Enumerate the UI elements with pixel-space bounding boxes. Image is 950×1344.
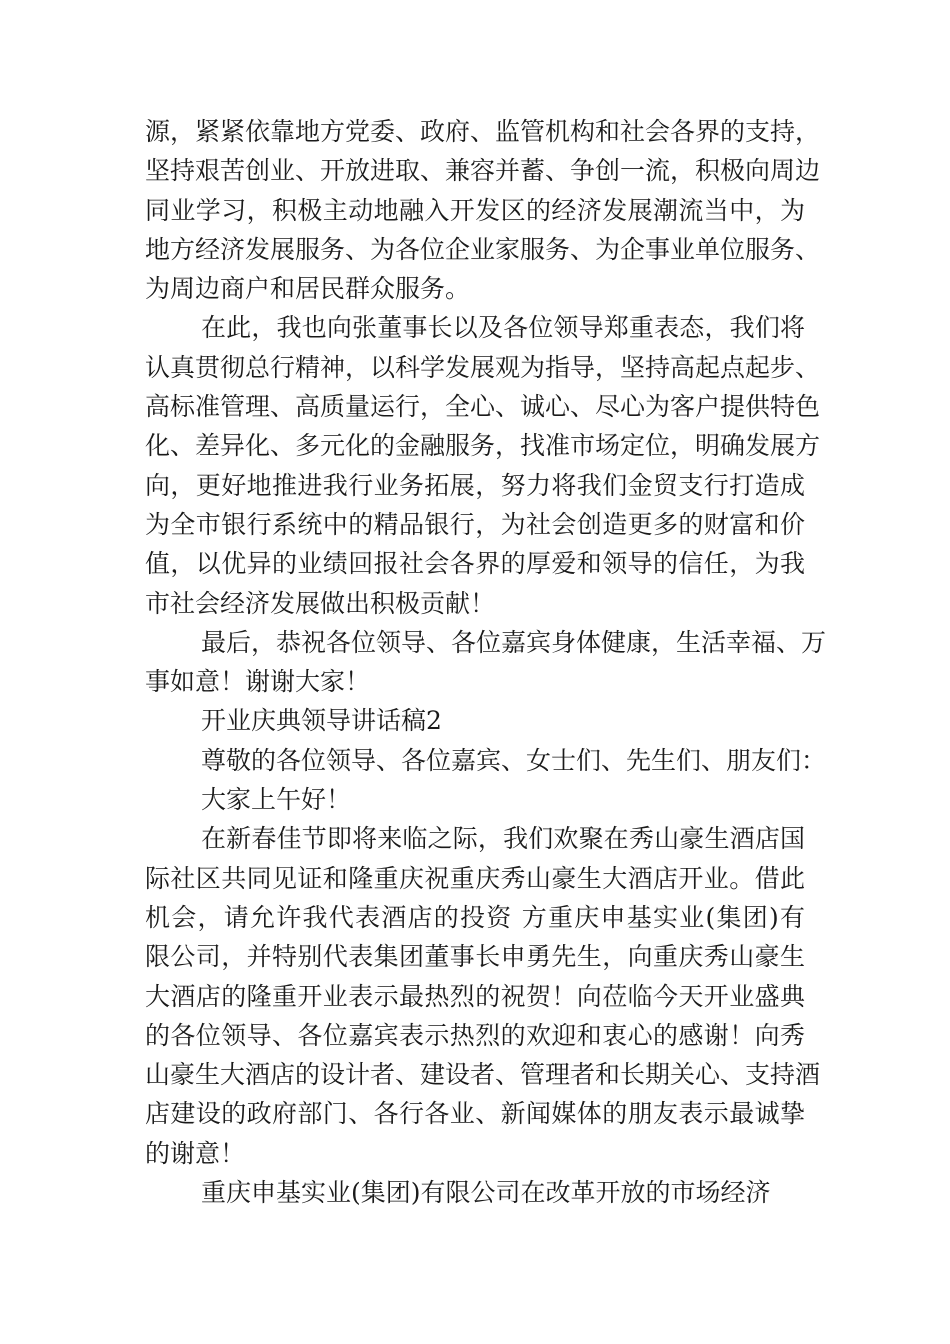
text-line: 同业学习，积极主动地融入开发区的经济发展潮流当中，为 <box>145 195 805 225</box>
text-line: 市社会经济发展做出积极贡献！ <box>145 588 496 618</box>
paragraph <box>145 623 827 702</box>
text-line: 限公司，并特别代表集团董事长申勇先生，向重庆秀山豪生 <box>145 942 805 972</box>
paragraph <box>145 112 821 308</box>
text-line: 的谢意！ <box>145 1138 246 1168</box>
text-line: 大家上午好！ <box>201 785 352 815</box>
text-line: 事如意！谢谢大家！ <box>145 667 371 697</box>
paragraph <box>145 1173 805 1212</box>
text-line: 的各位领导、各位嘉宾表示热烈的欢迎和衷心的感谢！向秀 <box>145 1020 805 1050</box>
paragraph <box>145 701 805 740</box>
text-line: 为周边商户和居民群众服务。 <box>145 274 471 304</box>
text-line: 尊敬的各位领导、各位嘉宾、女士们、先生们、朋友们： <box>201 745 827 775</box>
text-line: 认真贯彻总行精神，以科学发展观为指导，坚持高起点起步、 <box>145 352 821 382</box>
text-line: 机会，请允许我代表酒店的投资 方重庆申基实业(集团)有 <box>145 902 805 932</box>
text-line: 山豪生大酒店的设计者、建设者、管理者和长期关心、支持酒 <box>145 1060 821 1090</box>
text-line: 大酒店的隆重开业表示最热烈的祝贺！向莅临今天开业盛典 <box>145 981 805 1011</box>
paragraph <box>145 819 821 1173</box>
paragraph <box>145 780 805 819</box>
text-line: 坚持艰苦创业、开放进取、兼容并蓄、争创一流，积极向周边 <box>145 156 821 186</box>
text-line: 店建设的政府部门、各行各业、新闻媒体的朋友表示最诚挚 <box>145 1099 805 1129</box>
text-line: 重庆申基实业(集团)有限公司在改革开放的市场经济 <box>201 1178 771 1208</box>
text-line: 开业庆典领导讲话稿2 <box>201 706 442 736</box>
text-line: 源，紧紧依靠地方党委、政府、监管机构和社会各界的支持， <box>145 117 821 146</box>
text-line: 高标准管理、高质量运行，全心、诚心、尽心为客户提供特色 <box>145 392 821 422</box>
text-line: 际社区共同见证和隆重庆祝重庆秀山豪生大酒店开业。借此 <box>145 863 805 893</box>
text-line: 化、差异化、多元化的金融服务，找准市场定位，明确发展方 <box>145 431 821 461</box>
text-line: 最后，恭祝各位领导、各位嘉宾身体健康，生活幸福、万 <box>201 627 827 657</box>
text-line: 向，更好地推进我行业务拓展，努力将我们金贸支行打造成 <box>145 470 805 500</box>
text-line: 在新春佳节即将来临之际，我们欢聚在秀山豪生酒店国 <box>201 824 805 854</box>
text-line: 值，以优异的业绩回报社会各界的厚爱和领导的信任，为我 <box>145 549 805 579</box>
text-line: 地方经济发展服务、为各位企业家服务、为企事业单位服务、 <box>145 234 821 264</box>
paragraph <box>145 741 827 780</box>
paragraph <box>145 308 821 622</box>
text-line: 为全市银行系统中的精品银行，为社会创造更多的财富和价 <box>145 509 805 539</box>
text-line: 在此，我也向张董事长以及各位领导郑重表态，我们将 <box>201 313 805 343</box>
document-page <box>145 112 827 1212</box>
